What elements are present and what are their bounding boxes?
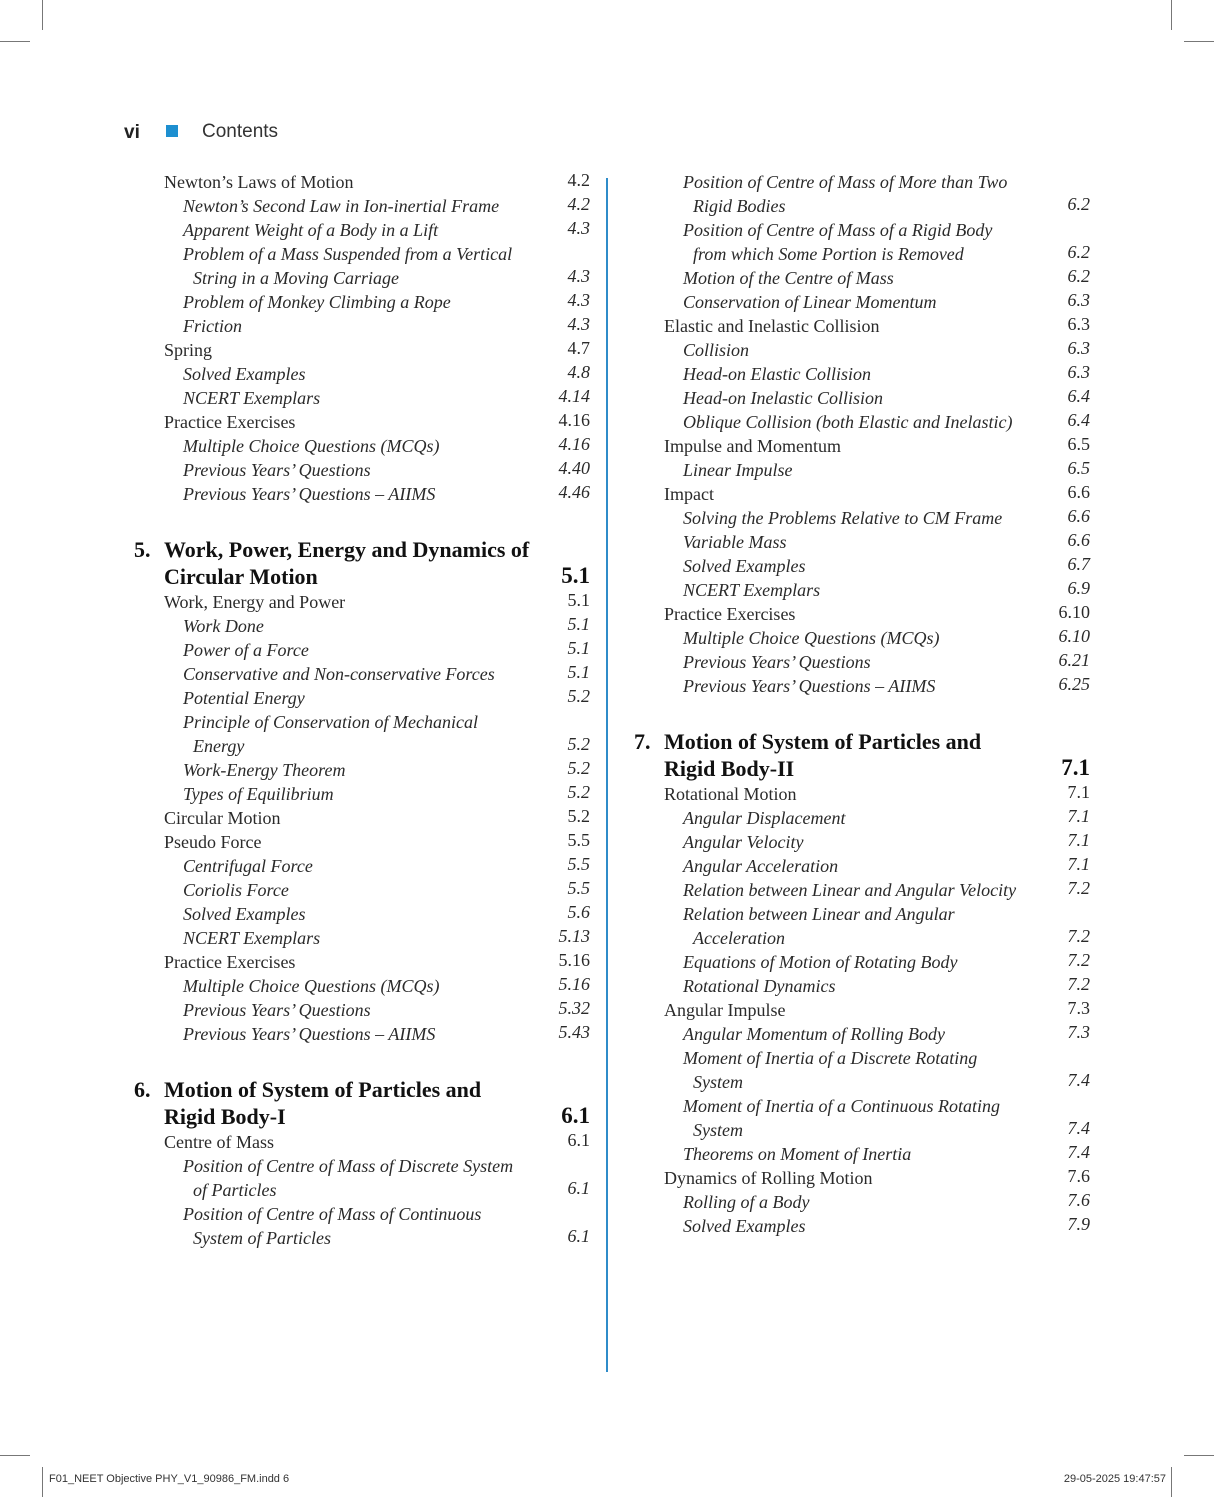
toc-section-entry[interactable]	[134, 806, 590, 830]
toc-subsection-entry[interactable]	[634, 530, 1090, 554]
toc-page-number: 6.1	[561, 1103, 590, 1128]
toc-page-number: 7.2	[1067, 926, 1090, 946]
toc-page-number: 4.46	[558, 482, 590, 502]
toc-subsection-entry[interactable]	[134, 974, 590, 998]
toc-subsection-entry[interactable]	[634, 362, 1090, 386]
toc-section-entry[interactable]	[134, 338, 590, 362]
toc-page-number: 6.25	[1058, 674, 1090, 694]
toc-page-number: 7.1	[1067, 854, 1090, 874]
toc-entry-title: Variable Mass	[683, 532, 787, 552]
toc-section-entry[interactable]	[134, 950, 590, 974]
toc-entry-title: Conservative and Non-conservative Forces	[183, 664, 495, 684]
toc-entry-title: Problem of Monkey Climbing a Rope	[183, 292, 451, 312]
toc-page-number: 6.4	[1067, 386, 1090, 406]
toc-page-number: 7.2	[1067, 974, 1090, 994]
toc-entry-title: Multiple Choice Questions (MCQs)	[183, 976, 440, 996]
toc-subsection-entry[interactable]	[634, 506, 1090, 530]
toc-entry-title: Head-on Inelastic Collision	[683, 388, 883, 408]
toc-page-number: 6.10	[1058, 602, 1090, 622]
toc-subsection-entry[interactable]	[134, 638, 590, 662]
toc-page-number: 7.1	[1067, 806, 1090, 826]
toc-page-number: 5.5	[567, 878, 590, 898]
toc-entry-title: Angular Velocity	[683, 832, 804, 852]
toc-page-number: 6.1	[567, 1130, 590, 1150]
toc-entry-title: Work-Energy Theorem	[183, 760, 346, 780]
toc-page-number: 4.16	[558, 434, 590, 454]
toc-subsection-entry[interactable]	[634, 338, 1090, 362]
toc-page-number: 5.5	[567, 830, 590, 850]
crop-mark	[1171, 0, 1172, 30]
toc-subsection-entry[interactable]	[634, 950, 1090, 974]
toc-entry-title: Potential Energy	[183, 688, 305, 708]
toc-entry-title: Moment of Inertia of a Continuous Rotating System	[683, 1096, 1000, 1140]
toc-entry-title: Motion of the Centre of Mass	[683, 268, 894, 288]
toc-subsection-entry[interactable]	[134, 434, 590, 458]
toc-page-number: 7.1	[1067, 830, 1090, 850]
toc-page-number: 4.2	[567, 170, 590, 190]
toc-entry-title: Position of Centre of Mass of a Rigid Body from which Some Portion is Removed	[683, 220, 993, 264]
toc-entry-title: Previous Years’ Questions	[683, 652, 871, 672]
toc-subsection-entry[interactable]	[634, 458, 1090, 482]
toc-page-number: 5.1	[567, 590, 590, 610]
toc-entry-title: Dynamics of Rolling Motion	[664, 1168, 873, 1188]
toc-section-entry[interactable]	[134, 410, 590, 434]
toc-section-entry[interactable]	[134, 170, 590, 194]
toc-entry-title: Work, Energy and Power	[164, 592, 346, 612]
toc-subsection-entry[interactable]	[134, 362, 590, 386]
toc-page-number: 7.1	[1061, 755, 1090, 780]
toc-subsection-entry[interactable]	[134, 242, 590, 290]
toc-subsection-entry[interactable]	[634, 974, 1090, 998]
toc-entry-title: Rolling of a Body	[683, 1192, 810, 1212]
toc-subsection-entry[interactable]	[634, 1142, 1090, 1166]
toc-column-right	[634, 170, 1090, 1238]
toc-page-number: 7.9	[1067, 1214, 1090, 1234]
toc-entry-title: Work Done	[183, 616, 264, 636]
toc-subsection-entry[interactable]	[134, 878, 590, 902]
toc-entry-title: Motion of System of Particles and Rigid Body-II	[664, 729, 982, 781]
column-divider	[606, 178, 608, 1372]
toc-page-number: 6.1	[567, 1178, 590, 1198]
crop-mark	[1171, 1467, 1172, 1497]
toc-page-number: 4.14	[558, 386, 590, 406]
toc-entry-title: Relation between Linear and Angular Velocity	[683, 880, 1017, 900]
toc-subsection-entry[interactable]	[634, 290, 1090, 314]
toc-page-number: 5.2	[567, 806, 590, 826]
toc-section-entry[interactable]	[134, 590, 590, 614]
toc-subsection-entry[interactable]	[134, 482, 590, 506]
toc-page-number: 7.2	[1067, 950, 1090, 970]
toc-subsection-entry[interactable]	[634, 1094, 1090, 1142]
toc-section-entry[interactable]	[634, 482, 1090, 506]
toc-subsection-entry[interactable]	[134, 782, 590, 806]
toc-entry-title: Equations of Motion of Rotating Body	[683, 952, 958, 972]
toc-subsection-entry[interactable]	[134, 686, 590, 710]
toc-entry-title: Centre of Mass	[164, 1132, 274, 1152]
toc-page-number: 7.3	[1067, 998, 1090, 1018]
toc-subsection-entry[interactable]	[134, 218, 590, 242]
toc-page-number: 7.6	[1067, 1166, 1090, 1186]
toc-entry-title: Angular Displacement	[683, 808, 846, 828]
toc-entry-title: Newton’s Laws of Motion	[164, 172, 354, 192]
toc-subsection-entry[interactable]	[134, 458, 590, 482]
toc-subsection-entry[interactable]	[134, 926, 590, 950]
chapter-number: 7.	[634, 729, 651, 754]
crop-mark	[1184, 1455, 1214, 1456]
toc-subsection-entry[interactable]	[134, 614, 590, 638]
toc-subsection-entry[interactable]	[634, 674, 1090, 698]
toc-page-number: 6.1	[567, 1226, 590, 1246]
toc-page-number: 5.32	[558, 998, 590, 1018]
toc-subsection-entry[interactable]	[134, 758, 590, 782]
toc-page-number: 6.9	[1067, 578, 1090, 598]
toc-entry-title: Practice Exercises	[164, 412, 296, 432]
toc-entry-title: Centrifugal Force	[183, 856, 313, 876]
toc-entry-title: Angular Acceleration	[683, 856, 839, 876]
toc-page-number: 5.1	[567, 614, 590, 634]
toc-page-number: 5.1	[567, 662, 590, 682]
toc-subsection-entry[interactable]	[134, 998, 590, 1022]
toc-page-number: 4.2	[567, 194, 590, 214]
chapter-number: 5.	[134, 537, 151, 562]
toc-page-number: 5.2	[567, 734, 590, 754]
toc-page-number: 4.8	[567, 362, 590, 382]
toc-subsection-entry[interactable]	[634, 1214, 1090, 1238]
toc-page-number: 7.4	[1067, 1118, 1090, 1138]
toc-entry-title: Angular Impulse	[664, 1000, 786, 1020]
toc-page-number: 6.3	[1067, 338, 1090, 358]
toc-page-number: 6.5	[1067, 434, 1090, 454]
chapter-number: 6.	[134, 1077, 151, 1102]
toc-chapter-heading[interactable]	[134, 536, 590, 590]
toc-page-number: 6.6	[1067, 530, 1090, 550]
toc-entry-title: Work, Power, Energy and Dynamics of Circular Motion	[164, 537, 530, 589]
toc-page-number: 5.1	[567, 638, 590, 658]
toc-subsection-entry[interactable]	[634, 1022, 1090, 1046]
toc-subsection-entry[interactable]	[134, 854, 590, 878]
toc-entry-title: Moment of Inertia of a Discrete Rotating System	[683, 1048, 978, 1092]
toc-page-number: 5.2	[567, 686, 590, 706]
crop-mark	[0, 41, 30, 42]
toc-entry-title: Practice Exercises	[664, 604, 796, 624]
toc-page-number: 7.3	[1067, 1022, 1090, 1042]
toc-entry-title: Power of a Force	[183, 640, 309, 660]
toc-entry-title: Multiple Choice Questions (MCQs)	[183, 436, 440, 456]
toc-subsection-entry[interactable]	[634, 218, 1090, 266]
toc-subsection-entry[interactable]	[634, 1046, 1090, 1094]
toc-page-number: 6.6	[1067, 506, 1090, 526]
toc-entry-title: Relation between Linear and Angular Acceleration	[683, 904, 955, 948]
toc-entry-title: Previous Years’ Questions – AIIMS	[183, 1024, 436, 1044]
toc-page-number: 6.10	[1058, 626, 1090, 646]
toc-page-number: 7.6	[1067, 1190, 1090, 1210]
toc-section-entry[interactable]	[634, 434, 1090, 458]
toc-subsection-entry[interactable]	[134, 1022, 590, 1046]
toc-page-number: 5.2	[567, 782, 590, 802]
toc-page-number: 5.13	[558, 926, 590, 946]
toc-subsection-entry[interactable]	[634, 902, 1090, 950]
toc-entry-title: Coriolis Force	[183, 880, 289, 900]
toc-entry-title: Solved Examples	[183, 364, 306, 384]
toc-entry-title: Principle of Conservation of Mechanical Energy	[183, 712, 478, 756]
toc-subsection-entry[interactable]	[634, 386, 1090, 410]
toc-page-number: 6.2	[1067, 194, 1090, 214]
toc-page-number: 4.3	[567, 266, 590, 286]
toc-entry-title: Theorems on Moment of Inertia	[683, 1144, 912, 1164]
crop-mark	[42, 0, 43, 30]
toc-chapter-heading[interactable]	[134, 1076, 590, 1130]
toc-page-number: 7.1	[1067, 782, 1090, 802]
toc-section-entry[interactable]	[634, 602, 1090, 626]
toc-subsection-entry[interactable]	[634, 1190, 1090, 1214]
toc-page-number: 6.3	[1067, 362, 1090, 382]
toc-entry-title: Linear Impulse	[683, 460, 793, 480]
toc-entry-title: Solving the Problems Relative to CM Frame	[683, 508, 1003, 528]
toc-page-number: 6.2	[1067, 266, 1090, 286]
toc-subsection-entry[interactable]	[134, 902, 590, 926]
toc-subsection-entry[interactable]	[134, 314, 590, 338]
toc-subsection-entry[interactable]	[634, 266, 1090, 290]
toc-entry-title: Position of Centre of Mass of Discrete System of Particles	[183, 1156, 514, 1200]
toc-subsection-entry[interactable]	[134, 1202, 590, 1250]
toc-section-entry[interactable]	[134, 1130, 590, 1154]
toc-entry-title: Previous Years’ Questions	[183, 460, 371, 480]
toc-entry-title: Motion of System of Particles and Rigid Body-I	[164, 1077, 482, 1129]
toc-page-number: 5.16	[558, 950, 590, 970]
toc-subsection-entry[interactable]	[634, 878, 1090, 902]
toc-entry-title: Newton’s Second Law in Ion-inertial Frame	[183, 196, 500, 216]
toc-entry-title: Head-on Elastic Collision	[683, 364, 871, 384]
toc-entry-title: NCERT Exemplars	[683, 580, 821, 600]
toc-subsection-entry[interactable]	[134, 290, 590, 314]
toc-subsection-entry[interactable]	[634, 170, 1090, 218]
toc-section-entry[interactable]	[634, 314, 1090, 338]
toc-column-left	[134, 170, 590, 1250]
toc-entry-title: Practice Exercises	[164, 952, 296, 972]
toc-entry-title: NCERT Exemplars	[183, 388, 321, 408]
toc-entry-title: Angular Momentum of Rolling Body	[683, 1024, 945, 1044]
toc-page-number: 5.2	[567, 758, 590, 778]
crop-mark	[0, 1455, 30, 1456]
toc-subsection-entry[interactable]	[134, 194, 590, 218]
toc-subsection-entry[interactable]	[634, 830, 1090, 854]
toc-entry-title: Rotational Dynamics	[683, 976, 836, 996]
toc-page-number: 4.16	[558, 410, 590, 430]
toc-entry-title: Oblique Collision (both Elastic and Inelastic)	[683, 412, 1013, 432]
toc-subsection-entry[interactable]	[634, 578, 1090, 602]
slug-timestamp: 29-05-2025 19:47:57	[1063, 1473, 1166, 1485]
toc-page-number: 6.6	[1067, 482, 1090, 502]
toc-page-number: 5.5	[567, 854, 590, 874]
header-title: Contents	[202, 121, 279, 142]
toc-page-number: 6.3	[1067, 314, 1090, 334]
toc-subsection-entry[interactable]	[634, 410, 1090, 434]
toc-page-number: 6.21	[1058, 650, 1090, 670]
toc-entry-title: Solved Examples	[683, 1216, 806, 1236]
crop-mark	[42, 1467, 43, 1497]
toc-entry-title: Apparent Weight of a Body in a Lift	[183, 220, 439, 240]
toc-section-entry[interactable]	[134, 830, 590, 854]
toc-entry-title: Multiple Choice Questions (MCQs)	[683, 628, 940, 648]
toc-entry-title: Impact	[664, 484, 714, 504]
toc-entry-title: Friction	[183, 316, 242, 336]
toc-page-number: 4.3	[567, 314, 590, 334]
toc-section-entry[interactable]	[634, 782, 1090, 806]
toc-page-number: 7.4	[1067, 1142, 1090, 1162]
toc-page-number: 5.6	[567, 902, 590, 922]
crop-mark	[1184, 41, 1214, 42]
blue-square-icon	[166, 125, 178, 137]
toc-page-number: 7.4	[1067, 1070, 1090, 1090]
toc-page-number: 5.1	[561, 563, 590, 588]
toc-page-number: 4.3	[567, 218, 590, 238]
toc-entry-title: Circular Motion	[164, 808, 281, 828]
toc-subsection-entry[interactable]	[634, 854, 1090, 878]
page-number: vi	[124, 122, 140, 143]
toc-subsection-entry[interactable]	[634, 806, 1090, 830]
toc-page-number: 5.16	[558, 974, 590, 994]
toc-page-number: 6.3	[1067, 290, 1090, 310]
toc-page-number: 6.7	[1067, 554, 1090, 574]
toc-subsection-entry[interactable]	[134, 386, 590, 410]
toc-section-entry[interactable]	[634, 998, 1090, 1022]
toc-entry-title: Conservation of Linear Momentum	[683, 292, 937, 312]
toc-entry-title: Previous Years’ Questions – AIIMS	[683, 676, 936, 696]
toc-entry-title: Previous Years’ Questions – AIIMS	[183, 484, 436, 504]
toc-subsection-entry[interactable]	[634, 554, 1090, 578]
toc-subsection-entry[interactable]	[634, 650, 1090, 674]
toc-page-number: 6.4	[1067, 410, 1090, 430]
toc-page-number: 5.43	[558, 1022, 590, 1042]
toc-chapter-heading[interactable]	[634, 728, 1090, 782]
toc-entry-title: Position of Centre of Mass of More than Two Rigid Bodies	[683, 172, 1008, 216]
toc-entry-title: Types of Equilibrium	[183, 784, 334, 804]
toc-entry-title: Rotational Motion	[664, 784, 797, 804]
toc-subsection-entry[interactable]	[134, 710, 590, 758]
toc-entry-title: Spring	[164, 340, 213, 360]
toc-subsection-entry[interactable]	[134, 662, 590, 686]
toc-entry-title: Elastic and Inelastic Collision	[664, 316, 880, 336]
toc-entry-title: Collision	[683, 340, 750, 360]
toc-entry-title: NCERT Exemplars	[183, 928, 321, 948]
toc-entry-title: Pseudo Force	[164, 832, 262, 852]
toc-section-entry[interactable]	[634, 1166, 1090, 1190]
toc-subsection-entry[interactable]	[134, 1154, 590, 1202]
toc-page-number: 6.2	[1067, 242, 1090, 262]
toc-entry-title: Problem of a Mass Suspended from a Vertical String in a Moving Carriage	[183, 244, 513, 288]
toc-page-number: 4.3	[567, 290, 590, 310]
toc-page-number: 6.5	[1067, 458, 1090, 478]
toc-entry-title: Position of Centre of Mass of Continuous System of Particles	[183, 1204, 482, 1248]
toc-page-number: 4.40	[558, 458, 590, 478]
toc-page-number: 7.2	[1067, 878, 1090, 898]
toc-entry-title: Solved Examples	[683, 556, 806, 576]
toc-page-number: 4.7	[567, 338, 590, 358]
toc-entry-title: Previous Years’ Questions	[183, 1000, 371, 1020]
toc-entry-title: Impulse and Momentum	[664, 436, 841, 456]
toc-entry-title: Solved Examples	[183, 904, 306, 924]
toc-subsection-entry[interactable]	[634, 626, 1090, 650]
slug-file-name: F01_NEET Objective PHY_V1_90986_FM.indd 6	[49, 1473, 290, 1485]
